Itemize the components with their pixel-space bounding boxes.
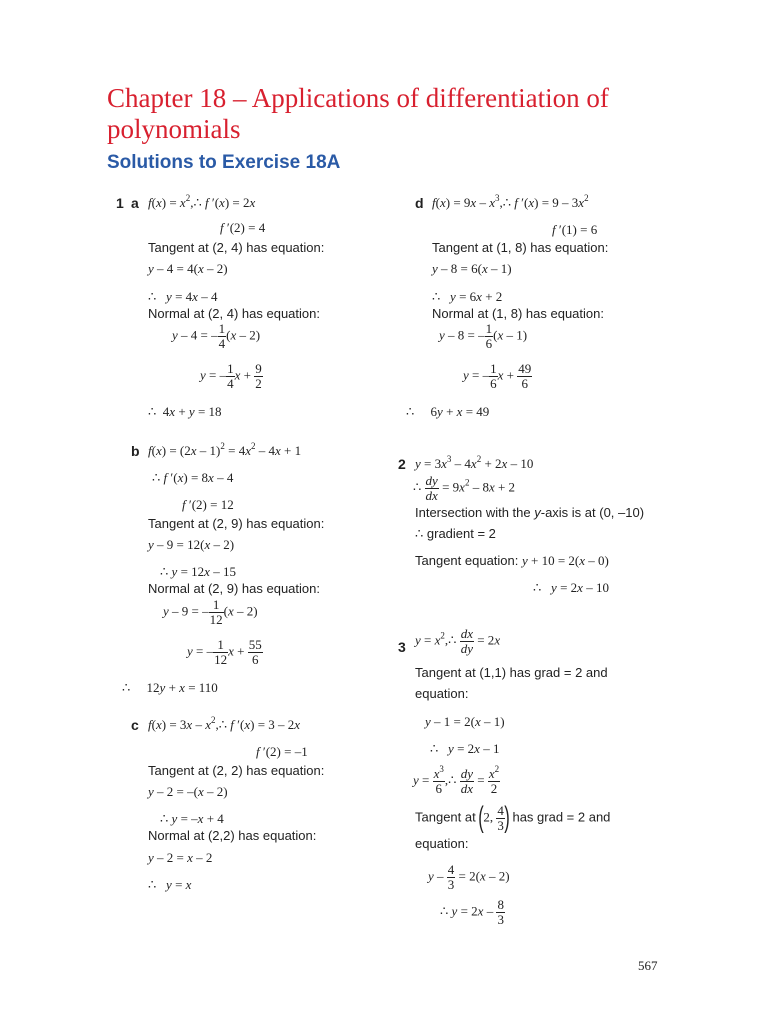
q1a-tangent-result: ∴ y = 4x – 4 xyxy=(148,289,218,304)
q2-tangent-result: ∴ y = 2x – 10 xyxy=(533,580,609,595)
q3-equation-label-1: equation: xyxy=(415,686,469,701)
q1d-normal-eq: y – 8 = – $\frac{1}{6}$ (x – 1) xyxy=(439,321,528,351)
q1a-function: $f(x) = x^2,\therefore$ f ′(x) = 2x xyxy=(148,193,256,210)
q1b-normal-label: Normal at (2, 9) has equation: xyxy=(148,581,320,596)
q2-function: $y = 3x^3 - 4x^2 + 2x - 10$ xyxy=(415,454,534,471)
q1a-normal-form: y = – $\frac{1}{4}$ x + $\frac{9}{2}$ xyxy=(200,361,262,391)
q2-derivative: ∴ $\frac{dy}{dx}$ = $9x^2 - 8x + 2$ xyxy=(413,473,516,503)
q1a-tangent-label: Tangent at (2, 4) has equation: xyxy=(148,240,325,255)
q1c-tangent-result: ∴ y = –x + 4 xyxy=(160,811,224,826)
q1d-normal-form: y = – $\frac{1}{6}$ x + $\frac{49}{6}$ xyxy=(463,361,532,391)
part-label-1d: d xyxy=(415,195,424,211)
q1a-tangent-eq: y – 4 = 4(x – 2) xyxy=(148,261,228,276)
q3-function-1: $y = x^2,\therefore$ $\frac{dx}{dy}$ = 2x xyxy=(415,626,501,656)
q1b-tangent-result: ∴ y = 12x – 15 xyxy=(160,564,236,579)
q1b-normal-eq: y – 9 = – $\frac{1}{12}$ (x – 2) xyxy=(163,597,258,627)
q3-tangent-label-1: Tangent at (1,1) has grad = 2 and xyxy=(415,665,608,680)
part-label-1a: a xyxy=(131,195,139,211)
q3-tangent-result-2: ∴ y = 2x – $\frac{8}{3}$ xyxy=(440,897,504,927)
q1b-derivative: ∴ f ′(x) = 8x – 4 xyxy=(152,470,234,485)
q1b-tangent-eq: y – 9 = 12(x – 2) xyxy=(148,537,235,552)
q3-equation-label-2: equation: xyxy=(415,836,469,851)
q1c-normal-label: Normal at (2,2) has equation: xyxy=(148,828,317,843)
q1c-function: $f(x) = 3x - x^2,\therefore$ f ′(x) = 3 – 2x xyxy=(148,715,301,732)
q1c-tangent-eq: y – 2 = –(x – 2) xyxy=(148,784,228,799)
q3-tangent-eq-2: y – $\frac{4}{3}$ = 2(x – 2) xyxy=(428,862,510,892)
question-number-2: 2 xyxy=(398,456,406,472)
q1d-tangent-eq: y – 8 = 6(x – 1) xyxy=(432,261,512,276)
exercise-subtitle: Solutions to Exercise 18A xyxy=(107,152,341,173)
q1a-normal-label: Normal at (2, 4) has equation: xyxy=(148,306,320,321)
q3-function-2: y = $\frac{x^3}{6}$ ,∴ $\frac{dy}{dx}$ = $\frac{x^2}{2}$ xyxy=(413,764,500,796)
question-number-3: 3 xyxy=(398,639,406,655)
q3-tangent-eq-1: y – 1 = 2(x – 1) xyxy=(425,714,505,729)
q1c-normal-result: ∴ y = x xyxy=(148,877,192,892)
part-label-1c: c xyxy=(131,717,139,733)
q1b-normal-result: ∴ 12y + x = 110 xyxy=(122,680,218,695)
q1b-function: $f(x) = (2x - 1)^2 = 4x^2 - 4x + 1$ xyxy=(148,441,302,458)
q1c-normal-eq: y – 2 = x – 2 xyxy=(148,850,213,865)
q1d-normal-result: ∴ 6y + x = 49 xyxy=(406,404,490,419)
q1d-tangent-label: Tangent at (1, 8) has equation: xyxy=(432,240,609,255)
q1c-derivative-value: f ′(2) = –1 xyxy=(256,744,308,759)
q1d-function: $f(x) = 9x - x^3,\therefore$ f $'(x) = 9 - 3x^2$ xyxy=(432,193,589,210)
q1b-normal-form: y = – $\frac{1}{12}$ x + $\frac{55}{6}$ xyxy=(187,637,262,667)
page-number: 567 xyxy=(638,958,658,973)
q3-tangent-label-2: Tangent at (2, $\frac{4}{3}$ ) has grad = 2 and xyxy=(415,801,611,834)
part-label-1b: b xyxy=(131,443,140,459)
chapter-title: Chapter 18 – Applications of differentiation of polynomials xyxy=(107,83,609,144)
q1c-tangent-label: Tangent at (2, 2) has equation: xyxy=(148,763,325,778)
q2-intersection: Intersection with the y-axis is at (0, –10) xyxy=(415,505,645,520)
q3-tangent-result-1: ∴ y = 2x – 1 xyxy=(430,741,500,756)
q1b-derivative-value: f ′(2) = 12 xyxy=(182,497,234,512)
q1d-derivative-value: f ′(1) = 6 xyxy=(552,222,598,237)
q1a-derivative-value: f ′(2) = 4 xyxy=(220,220,266,235)
q1d-tangent-result: ∴ y = 6x + 2 xyxy=(432,289,503,304)
q2-gradient: ∴ gradient = 2 xyxy=(415,526,496,541)
q2-tangent-eq: Tangent equation: y + 10 = 2(x – 0) xyxy=(415,553,609,568)
q1a-normal-result: ∴ 4x + y = 18 xyxy=(148,404,222,419)
q1a-normal-eq: y – 4 = – $\frac{1}{4}$ (x – 2) xyxy=(172,321,261,351)
question-number-1: 1 xyxy=(116,195,124,211)
q1b-tangent-label: Tangent at (2, 9) has equation: xyxy=(148,516,325,531)
q1d-normal-label: Normal at (1, 8) has equation: xyxy=(432,306,604,321)
